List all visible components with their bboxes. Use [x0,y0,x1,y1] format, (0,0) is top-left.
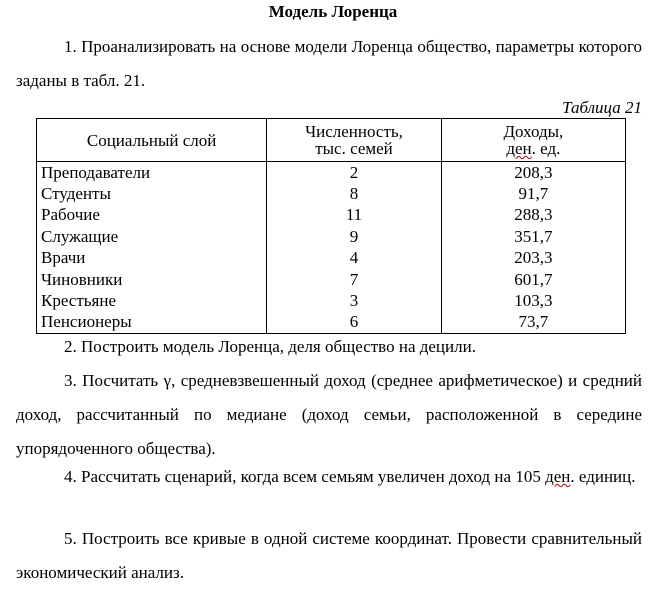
cell-layer: Преподаватели [37,162,267,184]
table-row [37,269,626,290]
table-header-row [37,119,626,162]
cell-income: 91,7 [441,183,625,204]
task-1: 1. Проанализировать на основе модели Лоренца общество, параметры которого заданы в табл. 21. [16,37,642,90]
header-count: Численность, тыс. семей [267,119,442,162]
table-row [37,226,626,247]
cell-income: 103,3 [441,290,625,311]
cell-layer: Пенсионеры [37,312,267,334]
table-row [37,162,626,184]
cell-layer: Студенты [37,183,267,204]
page-title: Модель Лоренца [268,2,398,21]
task-2: 2. Построить модель Лоренца, деля общество на децили. [64,337,476,356]
table-row [37,183,626,204]
cell-layer: Служащие [37,226,267,247]
table-row [37,248,626,269]
cell-layer: Чиновники [37,269,267,290]
cell-layer: Врачи [37,248,267,269]
cell-income: 203,3 [441,248,625,269]
cell-count: 2 [267,162,442,184]
header-social-layer: Социальный слой [37,119,267,162]
cell-count: 7 [267,269,442,290]
cell-income: 288,3 [441,205,625,226]
task-5: 5. Построить все кривые в одной системе координат. Провести сравнительный экономический анализ. [16,529,642,582]
cell-income: 73,7 [441,312,625,334]
cell-layer: Крестьяне [37,290,267,311]
cell-income: 601,7 [441,269,625,290]
task-3: 3. Посчитать γ, средневзвешенный доход (среднее арифметическое) и средний доход, рассчитанный по медиане (доход семьи, расположенной в середине упорядоченного общества). [16,371,642,458]
task-4: 4. Рассчитать сценарий, когда всем семьям увеличен доход на 105 ден. единиц. [64,467,636,486]
table-caption: Таблица 21 [562,98,642,117]
cell-count: 8 [267,183,442,204]
cell-count: 4 [267,248,442,269]
cell-count: 3 [267,290,442,311]
table-row [37,290,626,311]
table-row [37,205,626,226]
cell-layer: Рабочие [37,205,267,226]
cell-income: 208,3 [441,162,625,184]
data-table [36,118,626,334]
cell-count: 11 [267,205,442,226]
cell-income: 351,7 [441,226,625,247]
cell-count: 6 [267,312,442,334]
cell-count: 9 [267,226,442,247]
header-income: Доходы, ден. ед. [441,119,625,162]
